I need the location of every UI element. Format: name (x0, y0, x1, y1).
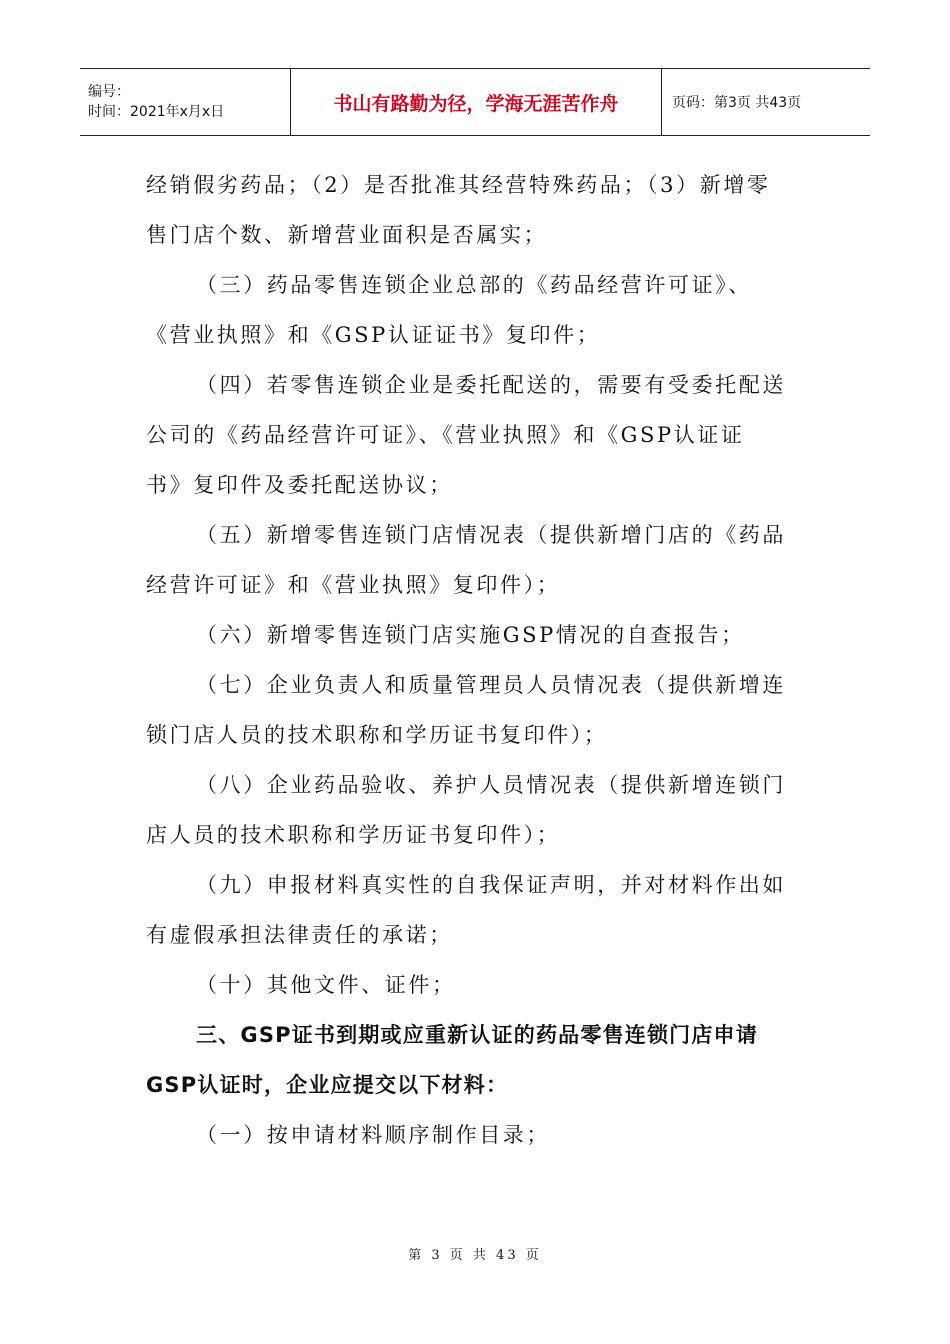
time-text: 时间：2021年x月x日 (88, 104, 225, 120)
page-footer: 第 3 页 共 43 页 (408, 1248, 542, 1263)
text-line: 书》复印件及委托配送协议； (146, 473, 453, 497)
serial-label: 编号： (88, 84, 130, 100)
page-info-text: 页码：第3页 共43页 (672, 95, 802, 111)
text-line: （三）药品零售连锁企业总部的《药品经营许可证》、 (196, 273, 752, 297)
text-line: 店人员的技术职称和学历证书复印件）； (146, 823, 561, 847)
section-heading-line: 三、GSP证书到期或应重新认证的药品零售连锁门店申请 (196, 1023, 758, 1047)
section-heading-line: GSP认证时，企业应提交以下材料： (146, 1073, 509, 1097)
header-page-info (662, 69, 870, 135)
header-motto (291, 69, 662, 135)
text-line: 《营业执照》和《GSP认证证书》复印件； (146, 323, 601, 347)
page-header (80, 68, 870, 136)
body-text (146, 160, 808, 1160)
header-meta (80, 69, 291, 135)
text-line: 公司的《药品经营许可证》、《营业执照》和《GSP认证证 (146, 423, 745, 447)
text-line: （十）其他文件、证件； (196, 973, 456, 997)
motto-text: 书山有路勤为径，学海无涯苦作舟 (333, 92, 619, 115)
text-line: （九）申报材料真实性的自我保证声明，并对材料作出如 (196, 873, 786, 897)
text-line: （四）若零售连锁企业是委托配送的，需要有受委托配送 (196, 373, 786, 397)
text-line: 经销假劣药品；（2）是否批准其经营特殊药品；（3）新增零 (146, 173, 771, 197)
text-line: 经营许可证》和《营业执照》复印件）； (146, 573, 561, 597)
text-line: （七）企业负责人和质量管理员人员情况表（提供新增连 (196, 673, 786, 697)
text-line: （八）企业药品验收、养护人员情况表（提供新增连锁门 (196, 773, 786, 797)
text-line: 有虚假承担法律责任的承诺； (146, 923, 453, 947)
text-line: （五）新增零售连锁门店情况表（提供新增门店的《药品 (196, 523, 786, 547)
text-line: 锁门店人员的技术职称和学历证书复印件）； (146, 723, 608, 747)
text-line: （一）按申请材料顺序制作目录； (196, 1123, 550, 1147)
text-line: 售门店个数、新增营业面积是否属实； (146, 223, 548, 247)
text-line: （六）新增零售连锁门店实施GSP情况的自查报告； (196, 623, 745, 647)
